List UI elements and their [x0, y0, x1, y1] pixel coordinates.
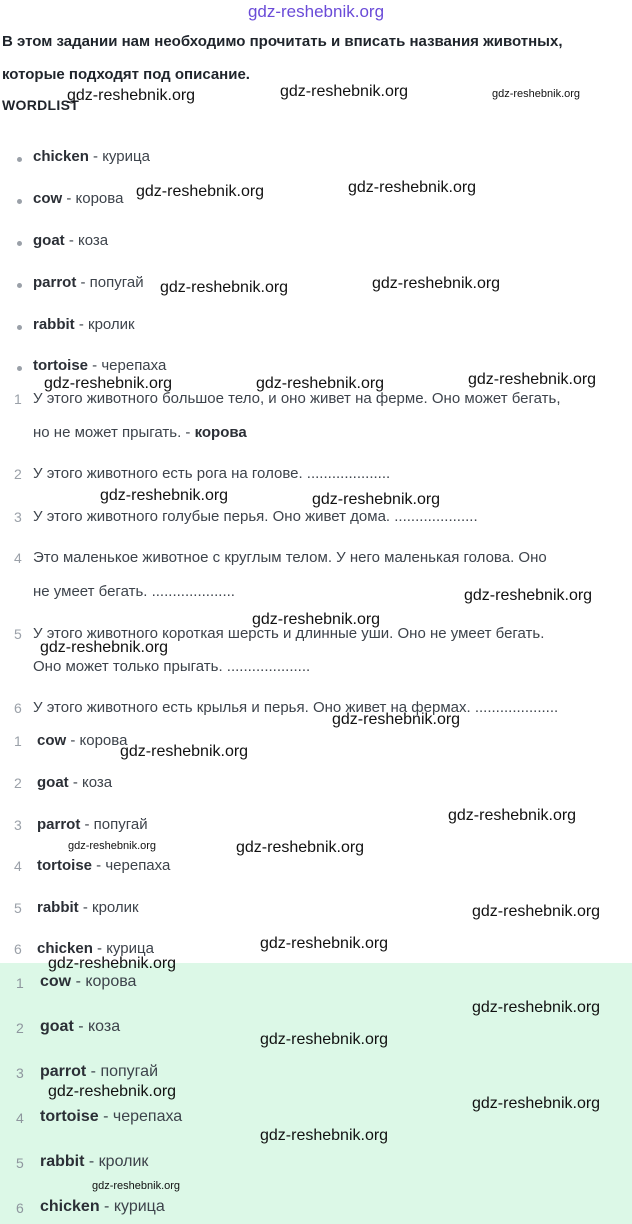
answer-number: 3	[14, 817, 22, 833]
answer-en: cow	[40, 973, 72, 990]
answer-item	[37, 774, 112, 791]
answer-en: rabbit	[40, 1153, 85, 1170]
watermark: gdz-reshebnik.org	[280, 83, 409, 100]
watermark: gdz-reshebnik.org	[67, 87, 196, 104]
watermark: gdz-reshebnik.org	[136, 183, 265, 200]
answer-item	[37, 816, 148, 833]
bullet-icon	[17, 325, 22, 330]
word-en: chicken	[33, 148, 89, 165]
answer-item	[40, 1198, 165, 1216]
question-number: 5	[14, 626, 22, 642]
question-number: 1	[14, 391, 22, 407]
answer-ru: - попугай	[86, 1063, 158, 1080]
wordlist-item	[33, 274, 144, 291]
question-text-line: но не может прыгать. -	[33, 424, 195, 441]
wordlist-item	[33, 190, 123, 207]
answer-item	[40, 1153, 148, 1171]
watermark: gdz-reshebnik.org	[472, 903, 601, 920]
watermark: gdz-reshebnik.org	[472, 999, 601, 1016]
wordlist-item	[33, 148, 150, 165]
question-text	[33, 424, 247, 441]
watermark: gdz-reshebnik.org	[468, 371, 597, 388]
watermark: gdz-reshebnik.org	[464, 587, 593, 604]
answer-number: 5	[14, 900, 22, 916]
wordlist-item	[33, 316, 135, 333]
word-ru: - черепаха	[88, 357, 167, 374]
watermark: gdz-reshebnik.org	[68, 840, 157, 852]
answer-number: 4	[16, 1110, 24, 1126]
answer-number: 2	[16, 1020, 24, 1036]
word-en: tortoise	[33, 357, 89, 374]
word-en: cow	[33, 190, 63, 207]
watermark: gdz-reshebnik.org	[236, 839, 365, 856]
watermark: gdz-reshebnik.org	[348, 179, 477, 196]
word-en: rabbit	[33, 316, 75, 333]
watermark: gdz-reshebnik.org	[312, 491, 441, 508]
answer-item	[40, 973, 136, 991]
answer-ru: - попугай	[80, 816, 148, 833]
answer-en: tortoise	[37, 857, 93, 874]
word-en: parrot	[33, 274, 77, 291]
intro-line-2: которые подходят под описание.	[2, 66, 250, 83]
watermark: gdz-reshebnik.org	[332, 711, 461, 728]
word-ru: - корова	[62, 190, 124, 207]
watermark: gdz-reshebnik.org	[260, 1031, 389, 1048]
intro-line-1: В этом задании нам необходимо прочитать и вписать названия животных,	[2, 33, 563, 50]
answer-ru: - коза	[73, 1018, 121, 1035]
answer-number: 1	[16, 975, 24, 991]
answer-item	[37, 732, 127, 749]
answer-en: parrot	[37, 816, 81, 833]
answer-en: chicken	[37, 940, 93, 957]
question-number: 6	[14, 700, 22, 716]
question-text: У этого животного есть рога на голове. ....................	[33, 465, 391, 482]
watermark: gdz-reshebnik.org	[252, 611, 381, 628]
watermark: gdz-reshebnik.org	[40, 639, 169, 656]
answer-item	[40, 1063, 158, 1081]
word-ru: - попугай	[76, 274, 144, 291]
bullet-icon	[17, 157, 22, 162]
answer-ru: - курица	[99, 1198, 165, 1215]
watermark: gdz-reshebnik.org	[92, 1180, 181, 1192]
answer-ru: - коза	[68, 774, 113, 791]
answer-ru: - курица	[92, 940, 154, 957]
answer-ru: - кролик	[84, 1153, 149, 1170]
answer-item	[40, 1018, 120, 1036]
word-ru: - коза	[64, 232, 109, 249]
bullet-icon	[17, 366, 22, 371]
watermark: gdz-reshebnik.org	[256, 375, 385, 392]
answer-item	[37, 857, 170, 874]
wordlist-title: WORDLIST	[2, 97, 80, 113]
bullet-icon	[17, 283, 22, 288]
question-number: 3	[14, 509, 22, 525]
question-text: Оно может только прыгать. ....................	[33, 658, 311, 675]
answer-number: 4	[14, 858, 22, 874]
bullet-icon	[17, 241, 22, 246]
answer-item	[37, 899, 139, 916]
watermark: gdz-reshebnik.org	[448, 807, 577, 824]
answer-number: 2	[14, 775, 22, 791]
watermark: gdz-reshebnik.org	[48, 1083, 177, 1100]
answer-number: 5	[16, 1155, 24, 1171]
answer-item	[40, 1108, 182, 1126]
answer-en: parrot	[40, 1063, 87, 1080]
answer-ru: - черепаха	[98, 1108, 183, 1125]
watermark: gdz-reshebnik.org	[472, 1095, 601, 1112]
watermark: gdz-reshebnik.org	[100, 487, 229, 504]
question-text: Это маленькое животное с круглым телом. У него маленькая голова. Оно	[33, 549, 547, 566]
answer-en: goat	[40, 1018, 74, 1035]
question-answer: корова	[194, 424, 247, 441]
answer-en: cow	[37, 732, 67, 749]
wordlist-item	[33, 232, 108, 249]
answer-ru: - кролик	[78, 899, 139, 916]
watermark: gdz-reshebnik.org	[160, 279, 289, 296]
answer-en: rabbit	[37, 899, 79, 916]
answer-ru: - черепаха	[92, 857, 171, 874]
watermark: gdz-reshebnik.org	[260, 1127, 389, 1144]
answer-en: chicken	[40, 1198, 100, 1215]
word-en: goat	[33, 232, 65, 249]
site-header[interactable]: gdz-reshebnik.org	[247, 2, 385, 21]
watermark: gdz-reshebnik.org	[260, 935, 389, 952]
answer-en: goat	[37, 774, 69, 791]
watermark: gdz-reshebnik.org	[44, 375, 173, 392]
question-text: У этого животного голубые перья. Оно живет дома. ....................	[33, 508, 478, 525]
word-ru: - курица	[88, 148, 150, 165]
answer-ru: - корова	[66, 732, 128, 749]
question-text: У этого животного короткая шерсть и длинные уши. Оно не умеет бегать.	[33, 625, 545, 642]
watermark: gdz-reshebnik.org	[372, 275, 501, 292]
answer-number: 3	[16, 1065, 24, 1081]
watermark: gdz-reshebnik.org	[120, 743, 249, 760]
answer-number: 6	[16, 1200, 24, 1216]
question-number: 2	[14, 466, 22, 482]
question-text: У этого животного есть крылья и перья. Оно живет на фермах. ....................	[33, 699, 559, 716]
wordlist-item	[33, 357, 166, 374]
watermark: gdz-reshebnik.org	[48, 955, 177, 972]
word-ru: - кролик	[74, 316, 135, 333]
question-number: 4	[14, 550, 22, 566]
answer-ru: - корова	[71, 973, 137, 990]
question-text: У этого животного большое тело, и оно живет на ферме. Оно может бегать,	[33, 390, 561, 407]
answer-en: tortoise	[40, 1108, 99, 1125]
answer-number: 1	[14, 733, 22, 749]
watermark: gdz-reshebnik.org	[492, 88, 581, 100]
answer-number: 6	[14, 941, 22, 957]
question-text: не умеет бегать. ....................	[33, 583, 235, 600]
bullet-icon	[17, 199, 22, 204]
